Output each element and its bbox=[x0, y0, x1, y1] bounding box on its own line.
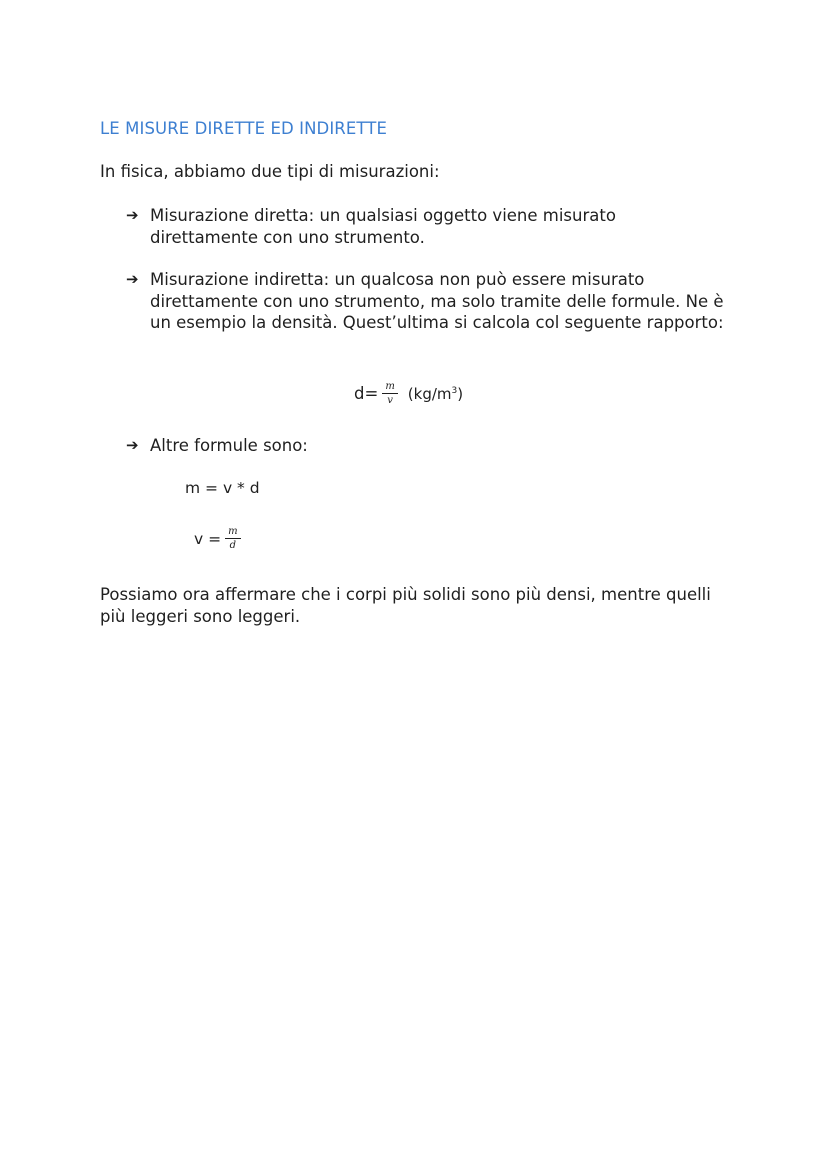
bullet-text: Misurazione indiretta: un qualcosa non può essere misurato direttamente con uno strumento, ma solo tramite delle formule. Ne è un esempio la densità. Quest’ultima si calcola col seguente rapporto: bbox=[150, 270, 724, 332]
bullet-text: Misurazione diretta: un qualsiasi oggetto viene misurato direttamente con uno strumento. bbox=[150, 206, 616, 247]
unit-exponent: 3 bbox=[451, 385, 458, 396]
fraction bbox=[225, 526, 240, 551]
arrow-bullet-icon: ➔ bbox=[126, 436, 139, 454]
fraction bbox=[382, 381, 397, 406]
formula-lhs: d= bbox=[354, 384, 379, 403]
fraction-numerator: m bbox=[225, 526, 240, 539]
mass-formula: m = v * d bbox=[185, 479, 260, 497]
unit-label: $(kg/m^3)$ bbox=[407, 384, 464, 403]
volume-formula bbox=[194, 526, 245, 551]
arrow-bullet-icon: ➔ bbox=[126, 206, 139, 224]
fraction-numerator: m bbox=[382, 381, 397, 394]
bullet-indirect-measurement bbox=[126, 269, 726, 334]
density-formula bbox=[354, 381, 463, 406]
formula-lhs: v = bbox=[194, 529, 222, 548]
bullet-text: Altre formule sono: bbox=[150, 436, 308, 455]
bullet-other-formulas bbox=[126, 435, 726, 457]
arrow-bullet-icon: ➔ bbox=[126, 270, 139, 288]
section-heading: LE MISURE DIRETTE ED INDIRETTE bbox=[100, 119, 387, 138]
fraction-denominator: v bbox=[387, 395, 393, 406]
fraction-denominator: d bbox=[229, 540, 237, 551]
conclusion-paragraph: Possiamo ora affermare che i corpi più solidi sono più densi, mentre quelli più leggeri sono leggeri. bbox=[100, 585, 711, 626]
intro-paragraph: In fisica, abbiamo due tipi di misurazioni: bbox=[100, 162, 440, 181]
bullet-direct-measurement bbox=[126, 205, 726, 248]
